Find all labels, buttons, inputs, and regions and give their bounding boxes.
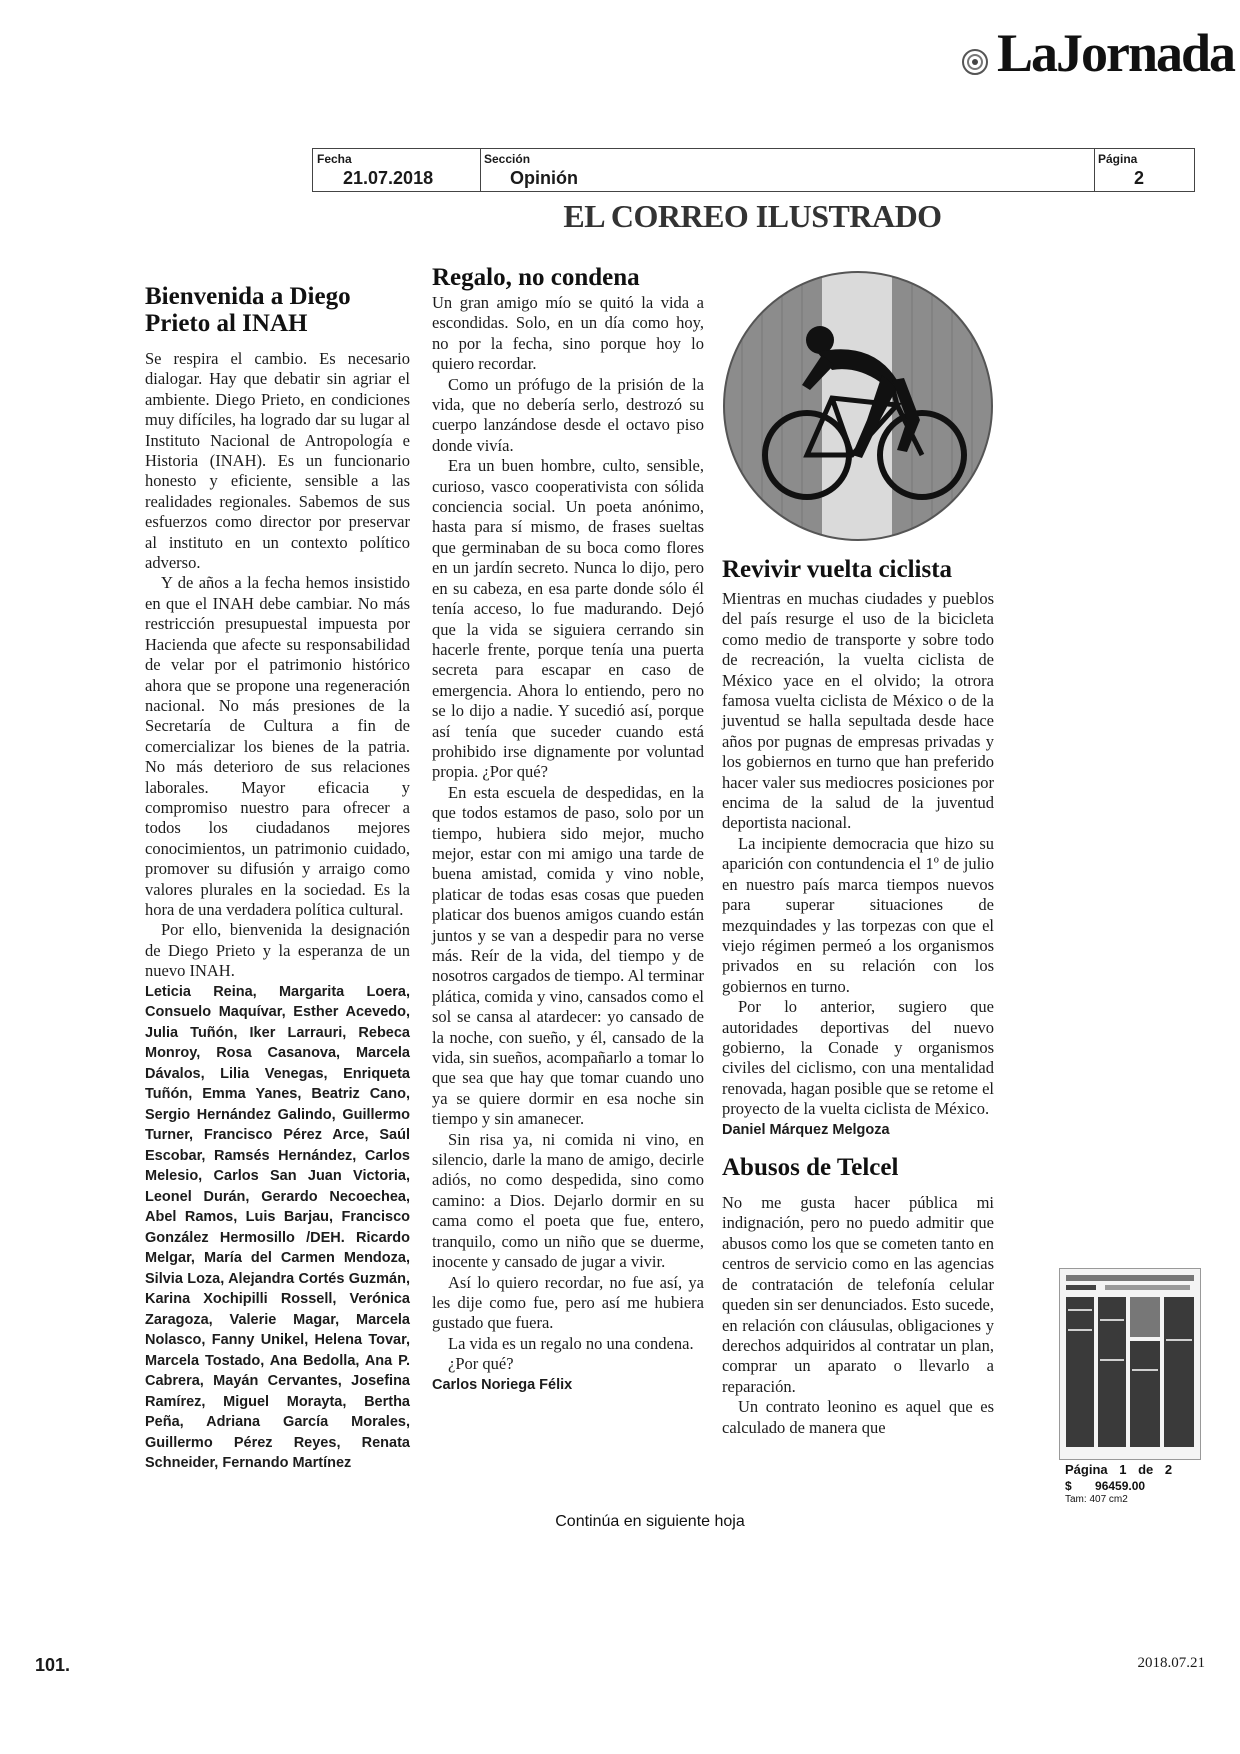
page-thumbnail: [1059, 1268, 1201, 1460]
article-regalo: [432, 264, 704, 1395]
article-ciclista: [722, 556, 994, 1438]
continua-note: Continúa en siguiente hoja: [555, 1513, 745, 1530]
pagina-value: 2: [1134, 168, 1145, 188]
seccion-label: Sección: [484, 152, 531, 166]
article-paragraph: Sin risa ya, ni comida ni vino, en silencio, darle la mano de amigo, decirle adiós, no como despedida, sino como camino: a Dios. Dejarlo dormir en su cama como el poeta que fue, entero, tranquilo, como un niño que se duerme, inocente y cansado de jugar a vivir.: [432, 1129, 704, 1272]
article-paragraph: La incipiente democracia que hizo su aparición con contundencia el 1º de julio en nuestro país marca tiempos nuevos para superar situaciones de mezquindades y las torpezas con que el viejo régimen permeó a los organismos privados en su relación con los gobiernos en turno.: [722, 833, 994, 996]
footer-date: 2018.07.21: [1137, 1655, 1205, 1671]
size-value: 407 cm2: [1089, 1494, 1128, 1505]
article-title: Regalo, no condena: [432, 264, 640, 291]
article-paragraph: No me gusta hacer pública mi indignación, pero no puedo admitir que abusos como los que se cometen tanto en centros de servicio como en las agencias de contratación de telefonía celular queden sin ser denunciados. Esto sucede, en relación con cláusulas, obligaciones y derechos adquiridos al contratar un plan, comprar un aparato o llevarlo a reparación.: [722, 1193, 994, 1396]
seccion-cell: [480, 149, 1095, 191]
fecha-label: Fecha: [317, 152, 352, 166]
article-paragraph: Mientras en muchas ciudades y pueblos del país resurge el uso de la bicicleta como medio de transporte y sobre todo de recreación, la vuelta ciclista de México yace en el olvido; la otrora famosa vuelta ciclista de México o de la juventud se halla sepultada desde hace años por pugnas de empresas privadas y los gobiernos en turno que han preferido hacer valer sus mediocres posiciones por encima de la salud de la juventud deportista nacional.: [722, 589, 994, 833]
page-de-label: de: [1138, 1462, 1154, 1477]
fecha-value: 21.07.2018: [343, 168, 434, 188]
page-count: [1065, 1462, 1205, 1477]
page-total: 2: [1164, 1462, 1173, 1477]
article-paragraph: Y de años a la fecha hemos insistido en que el INAH debe cambiar. No más restricción presupuestal impuesta por Hacienda que afecte su responsabilidad de velar por el patrimonio histórico ahora que se propone una regeneración nacional. No más presiones de la Secretaría de Cultura a fin de comercializar los bienes de la patria. No más deterioro de sus relaciones laborales. Mayor eficacia y compromiso nuestro para ofrecer a todos los ciudadanos mejores conocimientos, un patrimonio cuidado, promover su difusión y arraigo como valores plurales en la sociedad. Es la hora de una verdadera política cultural.: [145, 573, 410, 919]
metadata-box: [312, 148, 1195, 192]
page-info: [1065, 1462, 1205, 1505]
article-paragraph: Se respira el cambio. Es necesario dialogar. Hay que debatir sin agriar el ambiente. Diego Prieto, en condiciones muy difíciles, ha logrado dar su lugar al Instituto Nacional de Antropología e Historia (INAH). Es un funcionario honesto y eficiente, sensible a las realidades regionales. Sabemos de sus esfuerzos como director por preservar al instituto en un contexto político adverso.: [145, 349, 410, 573]
fecha-cell: [313, 149, 481, 191]
pagina-cell: [1094, 149, 1193, 191]
article-paragraph: Era un buen hombre, culto, sensible, curioso, vasco cooperativista con sólida conciencia social. Un poeta anónimo, hasta para sí mismo, de frases sueltas que germinaban de su boca como flores en un jardín secreto. Nunca lo dijo, pero en su cabeza, en esa parte donde sólo él tenía acceso, lo fue madurando. Dejó que la vida se siguiera cerrando sin hacerle frente, porque tenía una puerta secreta para escapar en caso de emergencia. Ahora lo entiendo, pero no se lo dijo a nadie. Y sucedió así, porque así tenía que suceder cuando está prohibido irse dignamente por voluntad propia. ¿Por qué?: [432, 456, 704, 782]
page-label: Página: [1065, 1462, 1108, 1477]
article-paragraph: Un contrato leonino es aquel que es calculado de manera que: [722, 1397, 994, 1437]
article-paragraph: Así lo quiero recordar, no fue así, ya les dije como fue, pero así me hubiera gustado que fuera.: [432, 1272, 704, 1333]
article-paragraph: La vida es un regalo no una condena.: [448, 1333, 694, 1353]
section-masthead: EL CORREO ILUSTRADO: [563, 198, 942, 234]
article-title: Bienvenida a Diego Prieto al INAH: [145, 283, 351, 337]
article-paragraph: Por lo anterior, sugiero que autoridades deportivas del nuevo gobierno, la Conade y organismos civiles del ciclismo, con una mentalidad renovada, hagan posible que se retome el proyecto de la vuelta ciclista de México.: [722, 997, 994, 1119]
cyclist-illustration: [722, 270, 994, 542]
article-title: Revivir vuelta ciclista: [722, 556, 953, 583]
currency-symbol: $: [1065, 1479, 1072, 1493]
logo-wordmark: LaJornada: [997, 23, 1235, 83]
price-line: [1065, 1479, 1205, 1493]
logo-emblem-icon: [961, 48, 989, 76]
article-paragraph: Como un prófugo de la prisión de la vida, que no debería serlo, destrozó su cuerpo lanzándose desde el octavo piso donde vivía.: [432, 374, 704, 455]
size-line: [1065, 1494, 1205, 1505]
page-current: 1: [1119, 1462, 1127, 1477]
la-jornada-logo: [955, 23, 1235, 88]
article-title-telcel: Abusos de Telcel: [722, 1154, 899, 1182]
footer-item-number: 101.: [35, 1655, 71, 1675]
seccion-value: Opinión: [510, 168, 578, 188]
article-signature: Leticia Reina, Margarita Loera, Consuelo Maquívar, Esther Acevedo, Julia Tuñón, Iker Larrauri, Rebeca Monroy, Rosa Casanova, Marcela Dávalos, Lilia Venegas, Enriqueta Tuñón, Emma Yanes, Beatriz Cano, Sergio Hernández Galindo, Guillermo Turner, Francisco Pérez Arce, Saúl Escobar, Ramsés Hernández, Carlos Melesio, Carlos San Juan Victoria, Leonel Durán, Gerardo Necoechea, Abel Ramos, Luis Barjau, Francisco González Hermosillo /DEH. Ricardo Melgar, María del Carmen Mendoza, Silvia Loza, Alejandra Cortés Guzmán, Karina Xochipilli Rossell, Verónica Zaragoza, Valerie Magar, Marcela Nolasco, Fanny Unikel, Helena Tovar, Marcela Tostado, Ana Bedolla, Ana P. Cabrera, Mayán Cervantes, Josefina Ramírez, Miguel Morayta, Bertha Peña, Adriana García Morales, Guillermo Pérez Reyes, Renata Schneider, Fernando Martínez: [145, 983, 410, 1472]
price-amount: 96459.00: [1095, 1479, 1146, 1493]
article-inah: [145, 283, 410, 1474]
article-signature: Daniel Márquez Melgoza: [722, 1121, 890, 1138]
article-paragraph: En esta escuela de despedidas, en la que todos estamos de paso, solo por un tiempo, hubiera sido mejor, mucho mejor, estar con mi amigo una tarde de buena amistad, comida y vino noble, platicar de todas esas cosas que pueden platicar dos buenos amigos cuando están juntos y se van a despedir para no verse más. Reír de la vida, del tiempo y de nosotros cargados de tiempo. Al terminar plática, comida y vino, cansados como el sol se cansa al atardecer: yo cansado de la noche, con sueño, y él, cansado de la vida, sin sueños, acompañarlo a tomar lo que sea que hay que tomar cuando uno ya se quiere dormir en esa noche sin tiempo y sin amanecer.: [432, 782, 704, 1129]
article-paragraph: Un gran amigo mío se quitó la vida a escondidas. Solo, en un día como hoy, no por la fecha, sino porque hoy lo quiero recordar.: [432, 293, 704, 374]
article-paragraph: Por ello, bienvenida la designación de Diego Prieto y la esperanza de un nuevo INAH.: [145, 920, 410, 981]
pagina-label: Página: [1098, 152, 1138, 166]
article-paragraph: ¿Por qué?: [448, 1354, 514, 1374]
article-signature: Carlos Noriega Félix: [432, 1376, 573, 1393]
size-label: Tam:: [1065, 1494, 1087, 1505]
thumbnail-image: [1060, 1269, 1200, 1459]
